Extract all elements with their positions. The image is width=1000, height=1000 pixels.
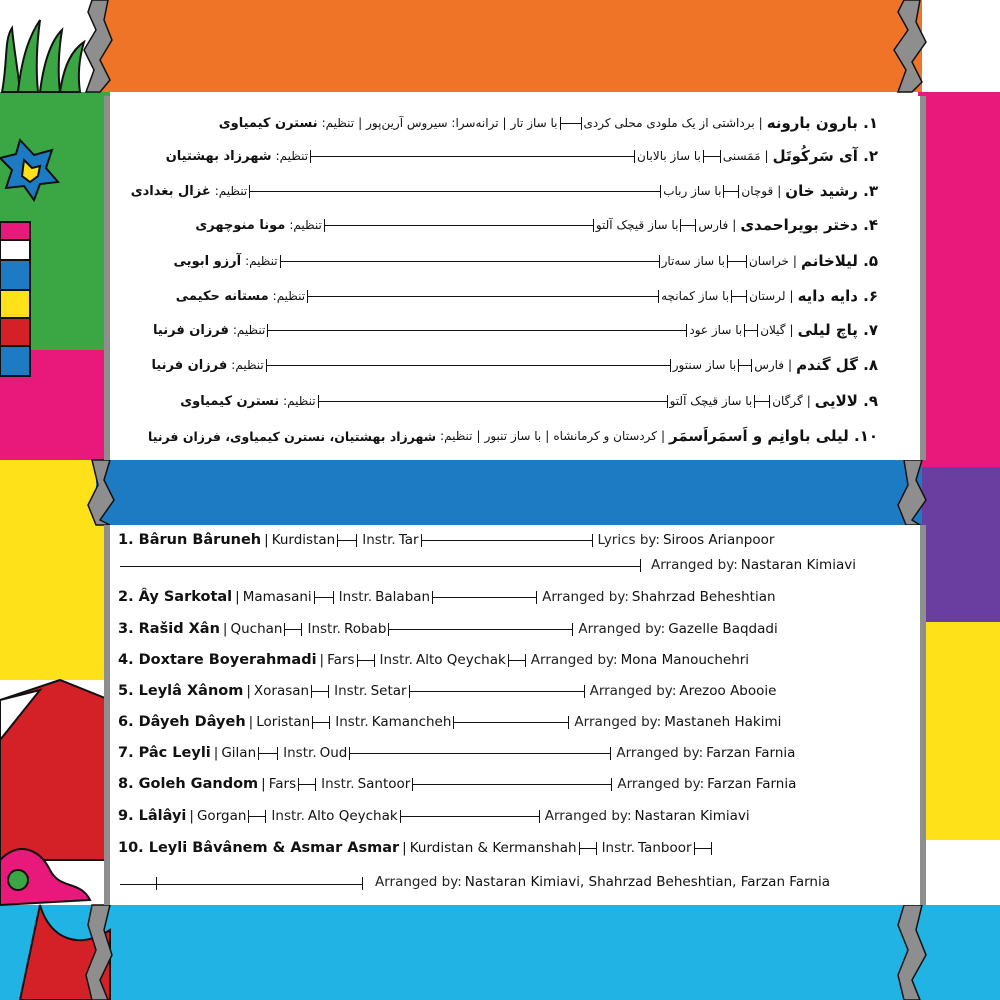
- en-track-title: 10. Leyli Bâvânem & Asmar Asmar: [118, 840, 400, 856]
- fa-track-instrument: با ساز بالابان: [637, 149, 701, 163]
- en-instr-label: Instr.: [362, 532, 396, 548]
- en-instr-label: Instr.: [601, 840, 636, 856]
- en-arranger-label: Arranged by:: [589, 683, 677, 699]
- fa-track-3: ۳. رشید خان | قوچان با ساز رباب تنظیم: غزال بغدادی: [130, 182, 878, 200]
- en-track-arranger: Farzan Farnia: [707, 776, 797, 792]
- fa-track-region: گیلان: [760, 323, 786, 337]
- fa-track-lyricist: ترانه‌سرا: سیروس آرین‌پور: [366, 116, 499, 130]
- fa-arranger-label: تنظیم:: [283, 394, 316, 408]
- fa-arranger-label: تنظیم:: [289, 218, 322, 232]
- fa-track-4: ۴. دختر بویراحمدی | فارس با ساز قیچک آلتو تنظیم: مونا منوچهری: [195, 216, 878, 234]
- en-track-region: Gilan: [221, 745, 257, 761]
- en-track-5: 5. Leylâ Xânom | Xorasan Instr. Setar Arranged by: Arezoo Abooie: [118, 683, 777, 699]
- en-track-1-tick: [640, 559, 641, 572]
- en-instr-label: Instr.: [334, 683, 368, 699]
- en-track-region: Loristan: [256, 714, 311, 730]
- fa-track-region: فارس: [754, 358, 785, 372]
- en-track-region: Fars: [268, 776, 297, 792]
- en-track-title: 8. Goleh Gandom: [118, 776, 259, 792]
- en-track-region: Gorgan: [196, 808, 247, 824]
- fa-track-title: ۴. دختر بویراحمدی: [740, 216, 878, 234]
- fa-track-title: ۸. گل گندم: [796, 356, 878, 374]
- en-instr-label: Instr.: [283, 745, 317, 761]
- fa-arranger-label: تنظیم:: [321, 116, 355, 130]
- en-track-arranger: Mastaneh Hakimi: [664, 714, 782, 730]
- en-track-instrument: Tanboor: [638, 840, 692, 856]
- fa-arranger-label: تنظیم:: [232, 323, 266, 337]
- fa-arranger-label: تنظیم:: [245, 254, 278, 268]
- en-track-10-tick-mid: [156, 877, 157, 890]
- en-track-3: 3. Rašid Xân | Quchan Instr. Robab Arranged by: Gazelle Baqdadi: [118, 621, 778, 637]
- en-arranger-label: Arranged by:: [578, 621, 666, 637]
- en-track-region: Fars: [327, 652, 355, 668]
- en-instr-label: Instr.: [271, 808, 305, 824]
- fa-track-instrument: با ساز رباب: [663, 184, 722, 198]
- fa-track-arranger: مستانه حکیمی: [175, 288, 269, 304]
- fa-track-instrument: با ساز تار: [510, 116, 558, 130]
- en-track-1-arranger-row: [648, 557, 856, 573]
- en-track-1: 1. Bârun Bâruneh | Kurdistan Instr. Tar Lyrics by: Siroos Arianpoor: [118, 532, 775, 548]
- fa-track-arranger: نسترن کیمیاوی: [218, 115, 318, 131]
- fa-track-instrument: با ساز تنبور: [484, 429, 542, 443]
- en-track-region: Xorasan: [253, 683, 310, 699]
- en-track-7: 7. Pâc Leyli | Gilan Instr. Oud Arranged by: Farzan Farnia: [118, 745, 796, 761]
- fa-track-title: ۷. پاچ لیلی: [797, 321, 878, 339]
- fa-arranger-label: تنظیم:: [440, 429, 473, 443]
- en-track-title: 9. Lâlâyi: [118, 808, 187, 824]
- en-track-arranger: Nastaran Kimiavi: [740, 557, 856, 573]
- en-track-2: 2. Ây Sarkotal | Mamasani Instr. Balaban Arranged by: Shahrzad Beheshtian: [118, 589, 776, 605]
- fa-arranger-label: تنظیم:: [272, 289, 306, 303]
- fa-track-arranger: شهرزاد بهشتیان: [165, 148, 272, 164]
- fa-track-instrument: با ساز عود: [689, 323, 743, 337]
- fa-track-arranger: شهرزاد بهشتیان، نسترن کیمیاوی، فرزان فرنیا: [148, 428, 437, 444]
- en-track-10-tick-end: [362, 877, 363, 890]
- en-track-region: Mamasani: [242, 589, 312, 605]
- en-track-region: Kurdistan & Kermanshah: [409, 840, 577, 856]
- en-arranger-label: Arranged by:: [542, 589, 629, 605]
- fa-track-title: ۲. آی سَرکُوتَل: [772, 147, 878, 165]
- fa-track-instrument: با ساز قیچک آلتو: [595, 218, 679, 232]
- fa-track-instrument: با ساز کمانچه: [661, 289, 730, 303]
- fa-track-region: فارس: [698, 218, 729, 232]
- fa-track-arranger: غزال بغدادی: [130, 183, 211, 199]
- en-track-lyricist: Siroos Arianpoor: [662, 532, 775, 548]
- en-track-4: 4. Doxtare Boyerahmadi | Fars Instr. Alto Qeychak Arranged by: Mona Manouchehri: [118, 652, 750, 668]
- fa-arranger-label: تنظیم:: [231, 358, 264, 372]
- fa-track-instrument: با ساز سه‌تار: [661, 254, 725, 268]
- fa-track-arranger: فرزان فرنیا: [151, 357, 228, 373]
- en-instr-label: Instr.: [338, 589, 373, 605]
- en-track-9: 9. Lâlâyi | Gorgan Instr. Alto Qeychak Arranged by: Nastaran Kimiavi: [118, 808, 750, 824]
- en-arranger-label: Arranged by:: [375, 874, 462, 890]
- en-track-title: 1. Bârun Bâruneh: [118, 532, 262, 548]
- en-track-title: 6. Dâyeh Dâyeh: [118, 714, 246, 730]
- en-arranger-label: Arranged by:: [530, 652, 618, 668]
- fa-track-region: گرگان: [772, 394, 803, 408]
- fa-track-2: ۲. آی سَرکُوتَل | مَمَسنی با ساز بالابان تنظیم: شهرزاد بهشتیان: [165, 147, 878, 165]
- en-instr-label: Instr.: [335, 714, 369, 730]
- en-track-arranger: Gazelle Baqdadi: [668, 621, 778, 637]
- en-track-arranger: Shahrzad Beheshtian: [631, 589, 776, 605]
- en-arranger-label: Arranged by:: [617, 776, 705, 792]
- en-track-title: 5. Leylâ Xânom: [118, 683, 244, 699]
- en-instr-label: Instr.: [321, 776, 355, 792]
- fa-track-region: لرستان: [749, 289, 786, 303]
- en-track-title: 4. Doxtare Boyerahmadi: [118, 652, 317, 668]
- fa-track-5: ۵. لیلاخانم | خراسان با ساز سه‌تار تنظیم: آرزو ابویی: [173, 252, 878, 270]
- fa-track-title: ۳. رشید خان: [785, 182, 878, 200]
- en-track-1-line: [120, 566, 640, 567]
- en-track-instrument: Tar: [398, 532, 419, 548]
- fa-arranger-label: تنظیم:: [275, 149, 309, 163]
- en-track-title: 3. Rašid Xân: [118, 621, 220, 637]
- en-track-arranger: Farzan Farnia: [706, 745, 796, 761]
- en-track-10: 10. Leyli Bâvânem & Asmar Asmar | Kurdistan & Kermanshah Instr. Tanboor: [118, 840, 714, 856]
- en-track-6: 6. Dâyeh Dâyeh | Loristan Instr. Kamancheh Arranged by: Mastaneh Hakimi: [118, 714, 782, 730]
- fa-arranger-label: تنظیم:: [214, 184, 248, 198]
- en-instr-label: Instr.: [307, 621, 341, 637]
- en-track-instrument: Alto Qeychak: [415, 652, 506, 668]
- fa-track-title: ۱. بارون بارونه: [766, 114, 878, 132]
- en-track-instrument: Oud: [319, 745, 348, 761]
- fa-track-region: برداشتی از یک ملودی محلی کردی: [583, 116, 755, 130]
- fa-track-region: کردستان و کرمانشاه: [553, 429, 657, 443]
- en-track-region: Quchan: [230, 621, 283, 637]
- fa-track-title: ۹. لالایی: [814, 392, 878, 410]
- en-track-instrument: Robab: [343, 621, 387, 637]
- fa-track-instrument: با ساز قیچک آلتو: [669, 394, 753, 408]
- en-track-instrument: Alto Qeychak: [307, 808, 398, 824]
- fa-track-title: ۱۰. لیلی باوانِم و اَسمَراَسمَر: [669, 427, 878, 445]
- fa-track-1: ۱. بارون بارونه | برداشتی از یک ملودی محلی کردی با ساز تار | ترانه‌سرا: سیروس آرین‌پور | تنظیم: نسترن کیمیاوی: [218, 114, 878, 132]
- en-arranger-label: Arranged by:: [544, 808, 632, 824]
- fa-track-arranger: نسترن کیمیاوی: [180, 393, 280, 409]
- en-track-region: Kurdistan: [271, 532, 336, 548]
- fa-track-9: ۹. لالایی | گرگان با ساز قیچک آلتو تنظیم: نسترن کیمیاوی: [180, 392, 878, 410]
- en-track-arranger: Nastaran Kimiavi, Shahrzad Beheshtian, Farzan Farnia: [464, 874, 830, 890]
- fa-track-arranger: فرزان فرنیا: [153, 322, 229, 338]
- en-track-instrument: Setar: [370, 683, 407, 699]
- en-track-arranger: Nastaran Kimiavi: [634, 808, 750, 824]
- en-track-title: 7. Pâc Leyli: [118, 745, 211, 761]
- fa-track-6: ۶. دایه دایه | لرستان با ساز کمانچه تنظیم: مستانه حکیمی: [175, 287, 878, 305]
- en-track-instrument: Kamancheh: [371, 714, 452, 730]
- fa-track-10: ۱۰. لیلی باوانِم و اَسمَراَسمَر | کردستان و کرمانشاه | با ساز تنبور | تنظیم: شهرزاد بهشتیان، نسترن کیمیاوی، فرزان فرنیا: [148, 427, 878, 445]
- en-track-8: 8. Goleh Gandom | Fars Instr. Santoor Arranged by: Farzan Farnia: [118, 776, 797, 792]
- en-track-arranger: Arezoo Abooie: [679, 683, 777, 699]
- en-arranger-label: Arranged by:: [616, 745, 704, 761]
- en-lyrics-label: Lyrics by:: [597, 532, 660, 548]
- en-arranger-label: Arranged by:: [574, 714, 662, 730]
- en-arranger-label: Arranged by:: [651, 557, 738, 573]
- fa-track-region: مَمَسنی: [722, 149, 761, 163]
- fa-track-title: ۶. دایه دایه: [797, 287, 878, 305]
- en-track-instrument: Balaban: [375, 589, 431, 605]
- fa-track-arranger: مونا منوچهری: [195, 217, 286, 233]
- en-track-arranger: Mona Manouchehri: [620, 652, 750, 668]
- fa-track-7: ۷. پاچ لیلی | گیلان با ساز عود تنظیم: فرزان فرنیا: [153, 321, 878, 339]
- en-instr-label: Instr.: [379, 652, 413, 668]
- fa-track-8: ۸. گل گندم | فارس با ساز سنتور تنظیم: فرزان فرنیا: [151, 356, 878, 374]
- fa-track-instrument: با ساز سنتور: [672, 358, 737, 372]
- en-track-title: 2. Ây Sarkotal: [118, 589, 233, 605]
- en-track-instrument: Santoor: [357, 776, 411, 792]
- en-track-10-arranger-row: [372, 874, 830, 890]
- fa-track-region: خراسان: [748, 254, 789, 268]
- fa-track-arranger: آرزو ابویی: [173, 253, 242, 269]
- fa-track-region: قوچان: [741, 184, 774, 198]
- fa-track-title: ۵. لیلاخانم: [800, 252, 878, 270]
